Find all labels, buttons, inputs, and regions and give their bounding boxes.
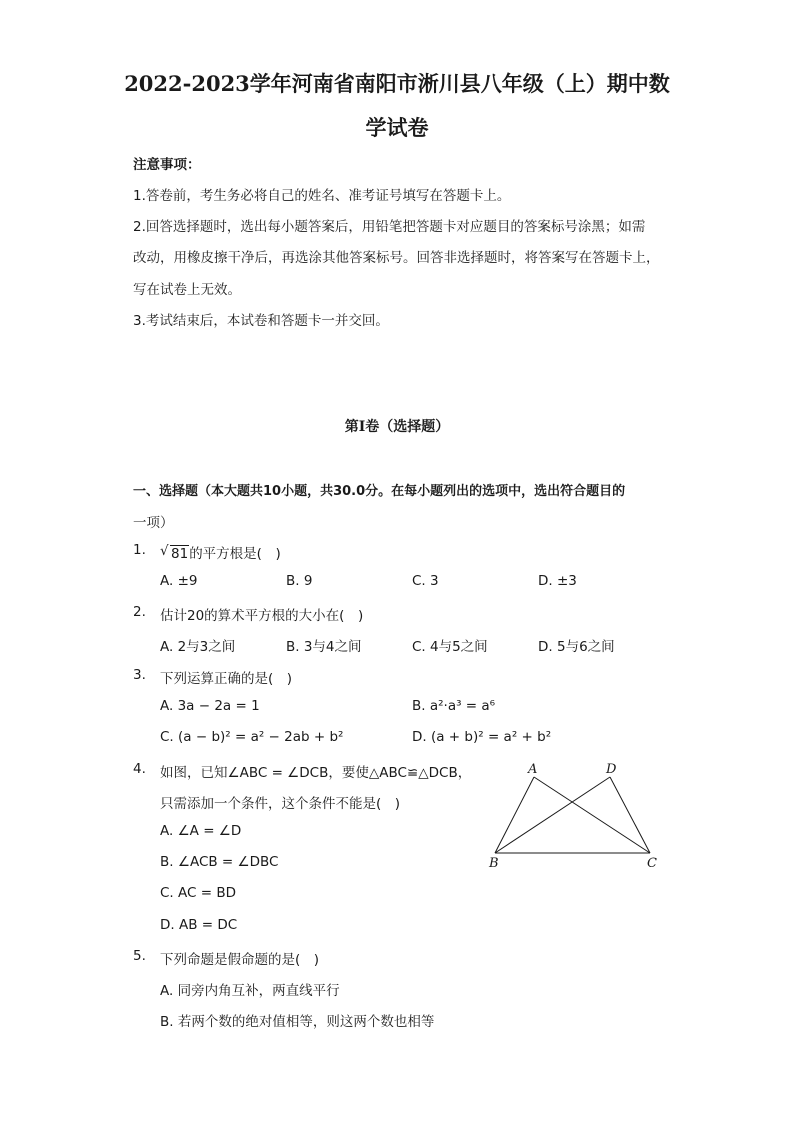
- sqrt-symbol: √ 81: [160, 543, 189, 562]
- question-4-option-c[interactable]: C. AC = BD: [160, 885, 236, 901]
- question-1-stem: [160, 542, 281, 562]
- question-4-text-line-2: 只需添加一个条件，这个条件不能是( ): [160, 796, 401, 812]
- segment-dc: [610, 777, 650, 853]
- segment-ab: [495, 777, 534, 853]
- question-4-option-a[interactable]: A. ∠A = ∠D: [160, 823, 242, 839]
- section-title: 第I卷（选择题）: [344, 419, 450, 435]
- question-2-option-b[interactable]: B. 3与4之间: [286, 639, 362, 655]
- question-3-text: 下列运算正确的是( ): [160, 671, 293, 687]
- vertex-label-c: C: [647, 856, 657, 871]
- question-5-option-a[interactable]: A. 同旁内角互补，两直线平行: [160, 983, 340, 999]
- vertex-label-d: D: [606, 762, 617, 777]
- question-2-option-d[interactable]: D. 5与6之间: [538, 639, 615, 655]
- notice-item-2-end: 写在试卷上无效。: [133, 282, 241, 298]
- vertex-label-b: B: [489, 856, 499, 871]
- question-2-number: 2.: [133, 604, 146, 620]
- question-2-option-a[interactable]: A. 2与3之间: [160, 639, 236, 655]
- question-1-text: 的平方根是( ): [189, 546, 281, 562]
- notice-heading: 注意事项：: [133, 157, 201, 173]
- question-4-number: 4.: [133, 761, 146, 777]
- question-5-option-b[interactable]: B. 若两个数的绝对值相等，则这两个数也相等: [160, 1014, 435, 1030]
- question-3-option-c[interactable]: C. (a − b)² = a² − 2ab + b²: [160, 729, 344, 745]
- question-3-option-a[interactable]: A. 3a − 2a = 1: [160, 698, 260, 714]
- question-5-text: 下列命题是假命题的是( ): [160, 952, 320, 968]
- page-title-line-1: 2022-2023学年河南省南阳市淅川县八年级（上）期中数: [124, 71, 670, 96]
- question-4-option-b[interactable]: B. ∠ACB = ∠DBC: [160, 854, 279, 870]
- question-1-option-c[interactable]: C. 3: [412, 573, 439, 589]
- question-3-number: 3.: [133, 667, 146, 683]
- question-3-option-b[interactable]: B. a²·a³ = a⁶: [412, 698, 496, 714]
- part-heading-line-2: 一项）: [133, 515, 174, 531]
- question-2-text: 估计20的算术平方根的大小在( ): [160, 608, 364, 624]
- page-title-line-2: 学试卷: [365, 115, 429, 140]
- question-1-option-b[interactable]: B. 9: [286, 573, 313, 589]
- question-2-option-c[interactable]: C. 4与5之间: [412, 639, 488, 655]
- notice-item-2: 2.回答选择题时，选出每小题答案后，用铅笔把答题卡对应题目的答案标号涂黑；如需: [133, 219, 646, 235]
- radicand: 81: [171, 546, 189, 562]
- question-1-number: 1.: [133, 542, 146, 558]
- question-4-text-line-1: 如图，已知∠ABC = ∠DCB，要使△ABC≌△DCB，: [160, 765, 472, 781]
- question-3-option-d[interactable]: D. (a + b)² = a² + b²: [412, 729, 552, 745]
- question-1-option-d[interactable]: D. ±3: [538, 573, 577, 589]
- notice-item-1: 1.答卷前，考生务必将自己的姓名、准考证号填写在答题卡上。: [133, 188, 511, 204]
- vertex-label-a: A: [528, 762, 538, 777]
- question-4-option-d[interactable]: D. AB = DC: [160, 917, 238, 933]
- question-5-number: 5.: [133, 948, 146, 964]
- notice-item-3: 3.考试结束后，本试卷和答题卡一并交回。: [133, 313, 389, 329]
- part-heading-line-1: 一、选择题（本大题共10小题，共30.0分。在每小题列出的选项中，选出符合题目的: [133, 484, 626, 499]
- question-1-option-a[interactable]: A. ±9: [160, 573, 198, 589]
- question-4-figure: [480, 755, 670, 875]
- notice-item-2-cont: 改动，用橡皮擦干净后，再选涂其他答案标号。回答非选择题时，将答案写在答题卡上，: [133, 250, 660, 266]
